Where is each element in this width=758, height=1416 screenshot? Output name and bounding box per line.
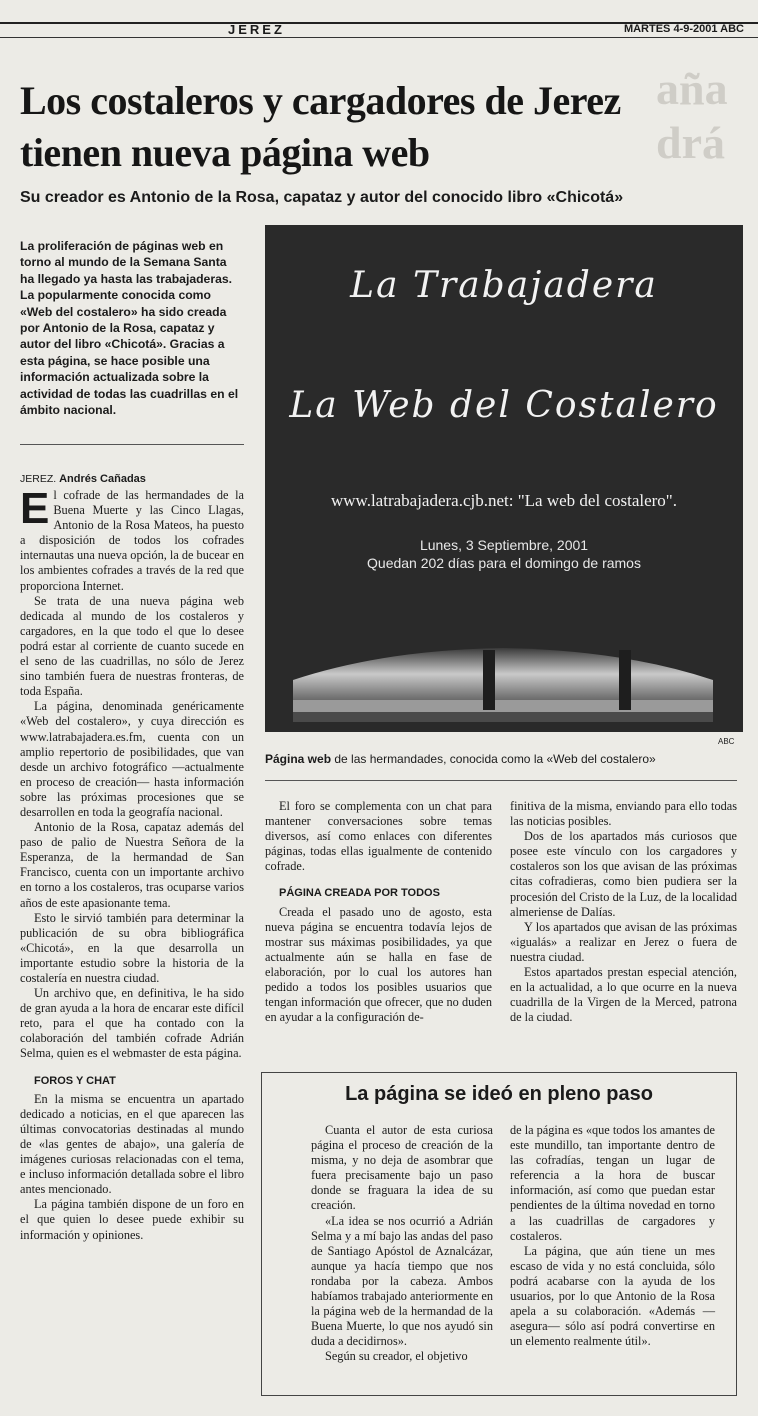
photo-caption <box>265 752 743 766</box>
article-column-3 <box>510 799 737 1025</box>
subsection-heading: PÁGINA CREADA POR TODOS <box>279 887 440 900</box>
dateline <box>624 23 744 35</box>
subsection-heading: FOROS Y CHAT <box>34 1074 116 1087</box>
byline-place: JEREZ. <box>20 473 57 485</box>
byline-author: Andrés Cañadas <box>59 473 146 485</box>
article-paragraph: El foro se complementa con un chat para mantener conversaciones sobre temas diversos, así como enlaces con diferentes páginas, todas ellas igualmente de contenido cofrade. <box>265 799 492 874</box>
photo-title-script: La Trabajadera <box>350 265 658 306</box>
article-paragraph: Y los apartados que avisan de las próximas «igualás» a realizar en Jerez o fuera de nuestra ciudad. <box>510 919 737 964</box>
article-paragraph: El cofrade de las hermandades de la Buena Muerte y las Cinco Llagas, Antonio de la Rosa Mateos, ha puesto a disposición de todos los cofrades internautas una nueva opción, la de bucear en los ambientes cofrades a través de la red que proporciona Internet. <box>20 484 244 593</box>
article-paragraph: Esto le sirvió también para determinar la publicación de su obra bibliográfica «Chicotá», en la que desarrolla un importante estudio sobre la historia de la costalería en nuestra ciudad. <box>20 910 244 985</box>
sidebar-paragraph: de la página es «que todos los amantes de este mundillo, tan importante dentro de las cofradías, tengan un lugar de referencia a la hora de buscar información, así como que puedan estar pendientes de la última novedad en torno a las cuadrillas de cargadores y costaleros. <box>510 1123 715 1243</box>
bleed-through-text: aña drá <box>656 63 728 168</box>
article-paragraph: Un archivo que, en definitiva, le ha sido de gran ayuda a la hora de encarar este difícil reto, para el que ha contado con la colaboración del también cofrade Adrián Selma, quien es el webmaster de esta página. <box>20 986 244 1061</box>
page-bottom-edge <box>0 1400 758 1416</box>
sidebar-paragraph: Cuanta el autor de esta curiosa página el proceso de creación de la misma, y no deja de asombrar que fuera precisamente bajo un paso donde se fraguara la idea de su creación. <box>311 1123 493 1213</box>
lead-paragraph: La proliferación de páginas web en torno al mundo de la Semana Santa ha llegado ya hasta las trabajaderas. La popularmente conocida como «Web del costalero» ha sido creada por Antonio de la Rosa, capataz y autor del libro «Chicotá». Gracias a esta página, se hace posible una información actualizada sobre la actividad de todas las cuadrillas en el ámbito nacional. <box>20 239 239 418</box>
article-column-2 <box>265 799 492 1025</box>
subheadline: Su creador es Antonio de la Rosa, capataz y autor del conocido libro «Chicotá» <box>20 189 624 206</box>
photo-credit: ABC <box>718 737 735 746</box>
sidebar-column-left <box>311 1123 493 1365</box>
paper-name: ABC <box>720 23 744 35</box>
paso-image <box>283 620 723 730</box>
issue-date: MARTES 4-9-2001 <box>623 23 718 35</box>
headline: Los costaleros y cargadores de Jerez tienen nueva página web <box>20 78 621 175</box>
article-paragraph: finitiva de la misma, enviando para ello todas las noticias posibles. <box>510 799 737 829</box>
article-paragraph: Dos de los apartados más curiosos que posee este vínculo con los cargadores y costaleros son los que avisan de las próximas citas cofradieras, como bien pudiera ser la procesión del Cristo de la Luz, de la localidad almeriense de Dalías. <box>510 829 737 919</box>
photo-url: www.latrabajadera.cjb.net: "La web del costalero". <box>330 491 677 510</box>
drop-cap: E <box>20 484 50 533</box>
caption-rule <box>265 780 737 781</box>
article-paragraph: Antonio de la Rosa, capataz además del paso de palio de Nuestra Señora de la Esperanza, de la hermandad de San Francisco, cuenta con un importante archivo en torno a los costaleros, tras ocuparse varios años de este apasionante tema. <box>20 820 244 910</box>
sidebar-title: La página se ideó en pleno paso <box>345 1083 653 1105</box>
article-paragraph: Se trata de una nueva página web dedicada al mundo de los costaleros y cargadores, en la que todo el que lo desee podrá estar al corriente de cuanto sucede en el seno de las cuadrillas, no sólo de Jerez sino también fuera de nuestras fronteras, de toda España. <box>20 593 244 699</box>
photo-subtitle-script: La Web del Costalero <box>289 385 719 426</box>
photo-date: Lunes, 3 Septiembre, 2001 <box>419 537 589 553</box>
photo-countdown: Quedan 202 días para el domingo de ramos <box>367 555 641 571</box>
article-paragraph: Estos apartados prestan especial atención, en la actualidad, a lo que ocurre en la nueva cuadrilla de la Virgen de la Merced, patrona de la ciudad. <box>510 965 737 1025</box>
sidebar-column-right <box>510 1123 715 1349</box>
section-label: JEREZ <box>228 22 285 37</box>
sidebar-paragraph: «La idea se nos ocurrió a Adrián Selma y a mí bajo las andas del paso de Santiago Apóstol de Aznalcázar, aunque ya hacía tiempo que nos rondaba por la cabeza. Ambos habíamos trabajado anteriormente en la página web de la hermandad de la Buena Muerte, lo que nos ayudó sin duda a decidirnos». <box>311 1213 493 1349</box>
caption-bold: Página web <box>265 752 332 766</box>
article-paragraph: Creada el pasado uno de agosto, esta nueva página se encuentra todavía lejos de mostrar sus máximas posibilidades, ya que actualmente aún se halla en fase de elaboración, por lo cual los autores han pedido a todos los posibles usuarios que tengan información que ofrecer, que no duden en ayudar a la configuración de- <box>265 904 492 1025</box>
article-paragraph: La página, denominada genéricamente «Web del costalero», y cuya dirección es www.latrabajadera.es.fm, cuenta con un amplio repertorio de posibilidades, que van desde un archivo fotográfico —actualmente en proceso de creación— hasta información sobre las próximas procesiones que se desarrollen en toda la geografía nacional. <box>20 699 244 819</box>
article-column-1 <box>20 484 244 1243</box>
website-screenshot-photo <box>265 225 743 732</box>
caption-text: de las hermandades, conocida como la «Web del costalero» <box>331 752 656 766</box>
lead-rule <box>20 444 244 445</box>
sidebar-box <box>261 1072 737 1396</box>
article-paragraph: En la misma se encuentra un apartado dedicado a noticias, en el que aparecen las últimas convocatorias destinadas al mundo de «las gentes de abajo», una galería de imágenes curiosas relacionadas con el tema, e incluso información detallada sobre el libro antes mencionado. <box>20 1091 244 1197</box>
sidebar-paragraph: La página, que aún tiene un mes escaso de vida y no está concluida, sólo podrá acabarse con la ayuda de los usuarios, por lo que Antonio de la Rosa apela a su colaboración. «Además —asegura— sólo así podrá convertirse en un elemento realmente útil». <box>510 1243 715 1349</box>
article-paragraph: La página también dispone de un foro en el que quien lo desee puede exhibir su información y opiniones. <box>20 1197 244 1242</box>
sidebar-paragraph: Según su creador, el objetivo <box>325 1349 468 1364</box>
